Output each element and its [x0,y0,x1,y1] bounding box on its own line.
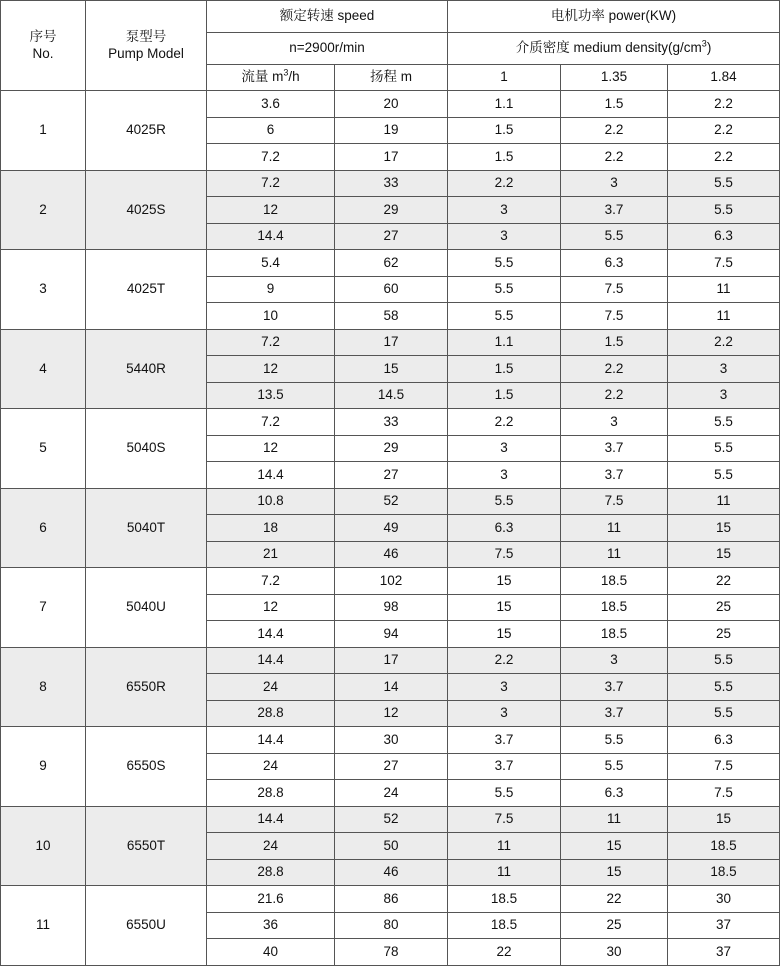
flow-cell: 7.2 [207,409,335,436]
flow-cell: 24 [207,753,335,780]
head-cell: 27 [335,223,448,250]
pump-model-cell: 5040U [86,568,207,648]
power-d3-cell: 5.5 [668,170,780,197]
pump-model-cell: 4025R [86,91,207,171]
flow-cell: 21 [207,541,335,568]
header-head: 扬程 m [335,65,448,91]
power-d1-cell: 1.1 [448,329,561,356]
flow-cell: 36 [207,912,335,939]
table-row [1,170,780,197]
power-d1-cell: 3 [448,435,561,462]
power-d2-cell: 15 [561,859,668,886]
pump-no-cell: 11 [1,886,86,966]
power-d3-cell: 30 [668,886,780,913]
head-cell: 102 [335,568,448,595]
head-cell: 14.5 [335,382,448,409]
flow-cell: 28.8 [207,700,335,727]
flow-cell: 21.6 [207,886,335,913]
flow-cell: 10.8 [207,488,335,515]
power-d1-cell: 2.2 [448,647,561,674]
head-cell: 33 [335,170,448,197]
power-d1-cell: 3 [448,197,561,224]
power-d2-cell: 3 [561,647,668,674]
head-cell: 20 [335,91,448,118]
power-d3-cell: 5.5 [668,647,780,674]
power-d1-cell: 1.5 [448,356,561,383]
header-flow-suffix: /h [288,69,300,85]
power-d3-cell: 18.5 [668,833,780,860]
pump-model-cell: 5040S [86,409,207,489]
head-cell: 17 [335,647,448,674]
power-d3-cell: 25 [668,621,780,648]
pump-model-cell: 5440R [86,329,207,409]
power-d2-cell: 11 [561,515,668,542]
power-d2-cell: 18.5 [561,568,668,595]
pump-no-cell: 2 [1,170,86,250]
head-cell: 46 [335,859,448,886]
flow-cell: 14.4 [207,462,335,489]
head-cell: 33 [335,409,448,436]
table-row [1,250,780,277]
head-cell: 30 [335,727,448,754]
head-cell: 15 [335,356,448,383]
header-density-suffix: ) [706,40,712,56]
header-speed-title: 额定转速 speed [207,1,448,33]
header-model-cn: 泵型号 [125,29,167,45]
power-d1-cell: 3 [448,462,561,489]
power-d3-cell: 3 [668,356,780,383]
head-cell: 17 [335,144,448,171]
power-d1-cell: 3 [448,700,561,727]
power-d1-cell: 3.7 [448,753,561,780]
table-row [1,647,780,674]
head-cell: 94 [335,621,448,648]
header-power-title: 电机功率 power(KW) [448,1,780,33]
flow-cell: 14.4 [207,806,335,833]
header-density-label: 介质密度 medium density(g/cm [515,40,702,56]
power-d1-cell: 15 [448,594,561,621]
header-flow [207,65,335,91]
power-d2-cell: 5.5 [561,753,668,780]
power-d2-cell: 11 [561,541,668,568]
power-d3-cell: 7.5 [668,753,780,780]
power-d3-cell: 15 [668,806,780,833]
flow-cell: 7.2 [207,329,335,356]
flow-cell: 18 [207,515,335,542]
power-d3-cell: 5.5 [668,409,780,436]
power-d1-cell: 5.5 [448,780,561,807]
flow-cell: 9 [207,276,335,303]
power-d3-cell: 7.5 [668,780,780,807]
power-d1-cell: 1.5 [448,144,561,171]
power-d1-cell: 1.5 [448,382,561,409]
power-d3-cell: 6.3 [668,223,780,250]
head-cell: 46 [335,541,448,568]
power-d2-cell: 3.7 [561,435,668,462]
power-d2-cell: 11 [561,806,668,833]
pump-no-cell: 5 [1,409,86,489]
header-no-cn: 序号 [29,29,57,45]
table-row [1,409,780,436]
flow-cell: 7.2 [207,170,335,197]
power-d2-cell: 1.5 [561,329,668,356]
pump-no-cell: 10 [1,806,86,886]
power-d2-cell: 3 [561,409,668,436]
power-d1-cell: 18.5 [448,912,561,939]
power-d3-cell: 7.5 [668,250,780,277]
power-d3-cell: 11 [668,303,780,330]
head-cell: 62 [335,250,448,277]
power-d2-cell: 6.3 [561,250,668,277]
flow-cell: 12 [207,594,335,621]
power-d3-cell: 11 [668,276,780,303]
table-row [1,568,780,595]
flow-cell: 24 [207,833,335,860]
pump-no-cell: 7 [1,568,86,648]
head-cell: 12 [335,700,448,727]
flow-cell: 12 [207,356,335,383]
power-d3-cell: 11 [668,488,780,515]
power-d1-cell: 1.5 [448,117,561,144]
pump-model-cell: 4025T [86,250,207,330]
flow-cell: 14.4 [207,223,335,250]
power-d3-cell: 2.2 [668,117,780,144]
power-d3-cell: 5.5 [668,197,780,224]
power-d3-cell: 2.2 [668,91,780,118]
header-model-en: Pump Model [108,45,184,61]
flow-cell: 14.4 [207,621,335,648]
flow-cell: 12 [207,197,335,224]
head-cell: 19 [335,117,448,144]
pump-no-cell: 9 [1,727,86,807]
power-d2-cell: 18.5 [561,594,668,621]
table-row [1,806,780,833]
head-cell: 27 [335,753,448,780]
power-d1-cell: 3 [448,223,561,250]
pump-model-cell: 4025S [86,170,207,250]
flow-cell: 13.5 [207,382,335,409]
power-d3-cell: 2.2 [668,329,780,356]
head-cell: 60 [335,276,448,303]
head-cell: 29 [335,435,448,462]
power-d1-cell: 3 [448,674,561,701]
power-d2-cell: 25 [561,912,668,939]
header-speed-value: n=2900r/min [207,33,448,65]
header-density-1: 1 [448,65,561,91]
header-density-sup: 3 [701,38,707,49]
head-cell: 27 [335,462,448,489]
power-d3-cell: 5.5 [668,462,780,489]
power-d2-cell: 3.7 [561,700,668,727]
power-d2-cell: 22 [561,886,668,913]
flow-cell: 10 [207,303,335,330]
flow-cell: 14.4 [207,727,335,754]
table-row [1,91,780,118]
power-d2-cell: 6.3 [561,780,668,807]
power-d1-cell: 11 [448,859,561,886]
flow-cell: 28.8 [207,859,335,886]
pump-no-cell: 1 [1,91,86,171]
flow-cell: 40 [207,939,335,966]
header-density [448,33,780,65]
header-flow-sup: 3 [283,67,289,78]
power-d2-cell: 2.2 [561,356,668,383]
head-cell: 49 [335,515,448,542]
power-d3-cell: 2.2 [668,144,780,171]
header-flow-label: 流量 m [241,69,284,85]
power-d1-cell: 2.2 [448,409,561,436]
power-d3-cell: 5.5 [668,435,780,462]
table-body [1,91,780,966]
header-no-en: No. [32,45,54,61]
pump-model-cell: 5040T [86,488,207,568]
power-d2-cell: 3 [561,170,668,197]
power-d2-cell: 3.7 [561,197,668,224]
header-no [1,1,86,91]
pump-no-cell: 4 [1,329,86,409]
power-d2-cell: 5.5 [561,727,668,754]
power-d2-cell: 30 [561,939,668,966]
table-row [1,727,780,754]
power-d3-cell: 18.5 [668,859,780,886]
power-d1-cell: 7.5 [448,806,561,833]
power-d3-cell: 5.5 [668,700,780,727]
power-d3-cell: 15 [668,515,780,542]
power-d3-cell: 3 [668,382,780,409]
head-cell: 24 [335,780,448,807]
table-header [1,1,780,91]
power-d2-cell: 1.5 [561,91,668,118]
power-d2-cell: 2.2 [561,117,668,144]
flow-cell: 14.4 [207,647,335,674]
head-cell: 58 [335,303,448,330]
power-d3-cell: 37 [668,939,780,966]
head-cell: 78 [335,939,448,966]
power-d2-cell: 3.7 [561,462,668,489]
power-d1-cell: 1.1 [448,91,561,118]
head-cell: 50 [335,833,448,860]
head-cell: 14 [335,674,448,701]
flow-cell: 3.6 [207,91,335,118]
head-cell: 98 [335,594,448,621]
power-d3-cell: 37 [668,912,780,939]
head-cell: 52 [335,488,448,515]
power-d1-cell: 5.5 [448,303,561,330]
power-d3-cell: 5.5 [668,674,780,701]
flow-cell: 12 [207,435,335,462]
power-d1-cell: 7.5 [448,541,561,568]
power-d3-cell: 6.3 [668,727,780,754]
flow-cell: 28.8 [207,780,335,807]
power-d1-cell: 5.5 [448,250,561,277]
power-d1-cell: 5.5 [448,488,561,515]
power-d3-cell: 22 [668,568,780,595]
pump-model-cell: 6550S [86,727,207,807]
table-row [1,488,780,515]
table-row [1,886,780,913]
power-d1-cell: 2.2 [448,170,561,197]
power-d1-cell: 6.3 [448,515,561,542]
power-d1-cell: 3.7 [448,727,561,754]
power-d1-cell: 15 [448,621,561,648]
power-d2-cell: 15 [561,833,668,860]
header-density-3: 1.84 [668,65,780,91]
power-d2-cell: 7.5 [561,276,668,303]
header-density-2: 1.35 [561,65,668,91]
power-d3-cell: 25 [668,594,780,621]
pump-no-cell: 3 [1,250,86,330]
flow-cell: 24 [207,674,335,701]
power-d2-cell: 18.5 [561,621,668,648]
head-cell: 86 [335,886,448,913]
power-d2-cell: 7.5 [561,303,668,330]
pump-no-cell: 8 [1,647,86,727]
head-cell: 80 [335,912,448,939]
head-cell: 17 [335,329,448,356]
power-d1-cell: 5.5 [448,276,561,303]
power-d1-cell: 18.5 [448,886,561,913]
power-d2-cell: 7.5 [561,488,668,515]
header-model [86,1,207,91]
power-d2-cell: 2.2 [561,382,668,409]
flow-cell: 7.2 [207,144,335,171]
pump-model-cell: 6550R [86,647,207,727]
flow-cell: 5.4 [207,250,335,277]
power-d2-cell: 2.2 [561,144,668,171]
pump-model-cell: 6550T [86,806,207,886]
power-d2-cell: 5.5 [561,223,668,250]
flow-cell: 7.2 [207,568,335,595]
pump-model-cell: 6550U [86,886,207,966]
power-d1-cell: 11 [448,833,561,860]
power-d3-cell: 15 [668,541,780,568]
power-d2-cell: 3.7 [561,674,668,701]
power-d1-cell: 22 [448,939,561,966]
head-cell: 52 [335,806,448,833]
pump-no-cell: 6 [1,488,86,568]
flow-cell: 6 [207,117,335,144]
power-d1-cell: 15 [448,568,561,595]
table-row [1,329,780,356]
head-cell: 29 [335,197,448,224]
